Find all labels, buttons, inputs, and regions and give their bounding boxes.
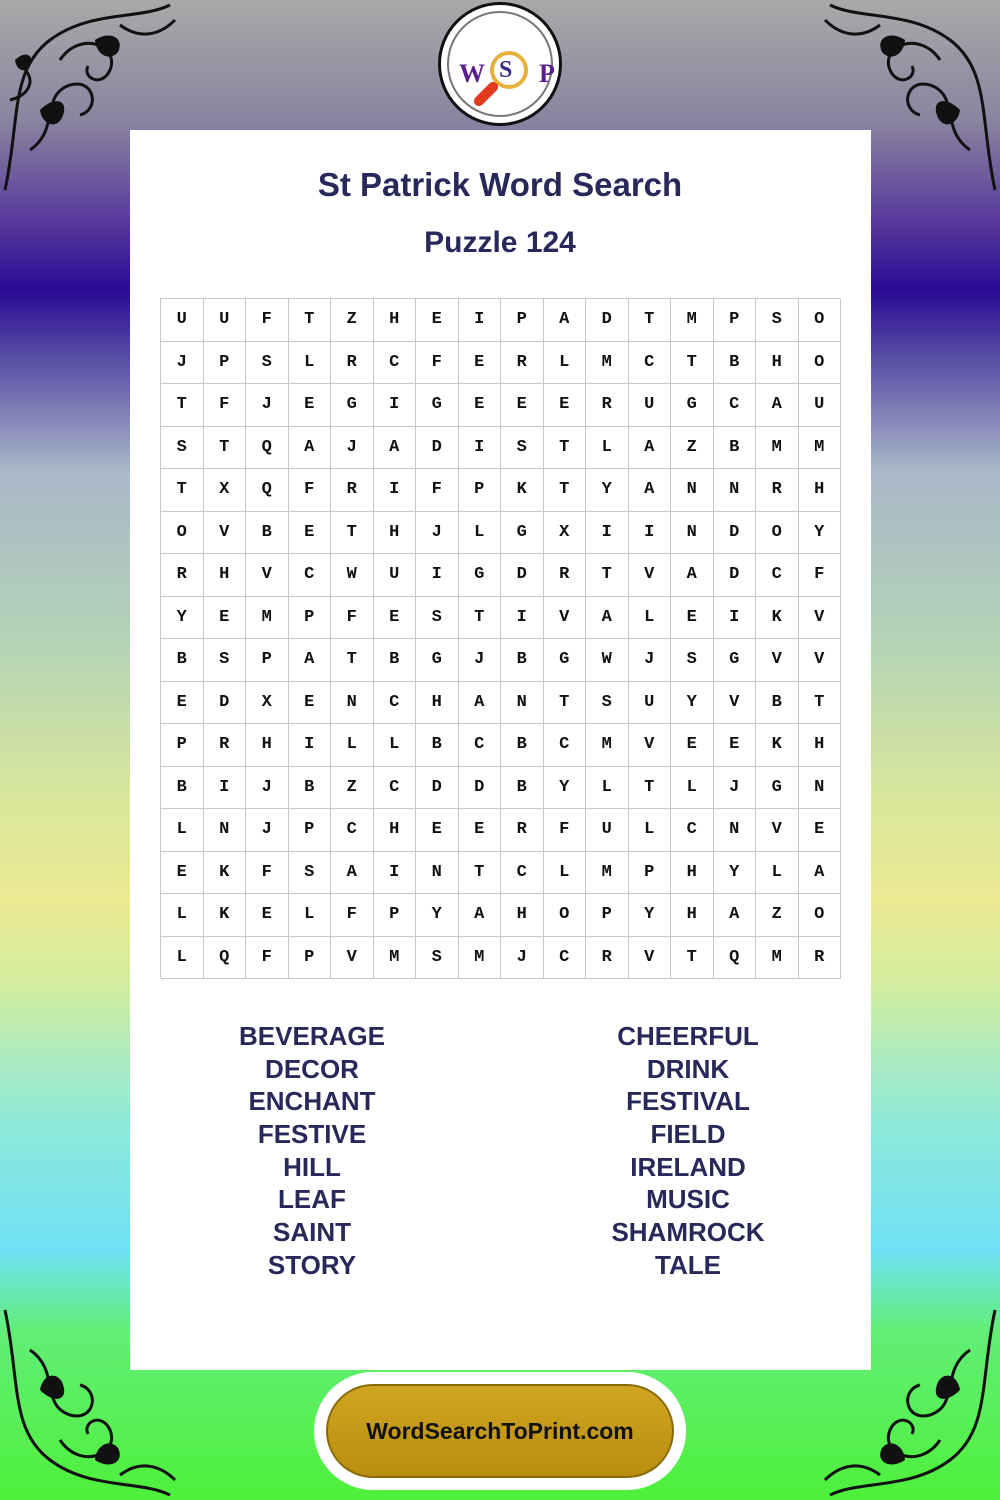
grid-cell[interactable]: L: [161, 937, 204, 980]
logo-letter-p: P: [539, 59, 555, 88]
grid-cell[interactable]: Y: [416, 894, 459, 937]
grid-cell[interactable]: T: [671, 937, 714, 980]
grid-cell[interactable]: E: [289, 512, 332, 555]
word-list-item: DRINK: [646, 1053, 730, 1084]
grid-cell[interactable]: A: [289, 639, 332, 682]
grid-cell[interactable]: B: [501, 724, 544, 767]
grid-cell[interactable]: M: [799, 427, 842, 470]
grid-cell[interactable]: F: [799, 554, 842, 597]
grid-cell[interactable]: M: [586, 724, 629, 767]
grid-cell[interactable]: E: [501, 384, 544, 427]
grid-cell[interactable]: Q: [714, 937, 757, 980]
grid-cell[interactable]: N: [204, 809, 247, 852]
grid-cell[interactable]: V: [629, 937, 672, 980]
word-list-item: CHEERFUL: [617, 1021, 759, 1051]
grid-cell[interactable]: M: [671, 299, 714, 342]
grid-cell[interactable]: J: [459, 639, 502, 682]
grid-cell[interactable]: C: [544, 937, 587, 980]
grid-cell[interactable]: V: [756, 639, 799, 682]
grid-cell[interactable]: Z: [331, 767, 374, 810]
grid-cell[interactable]: R: [161, 554, 204, 597]
grid-cell[interactable]: F: [246, 937, 289, 980]
word-list-item: STORY: [267, 1249, 357, 1280]
grid-cell[interactable]: F: [246, 299, 289, 342]
word-list-item: FIELD: [650, 1119, 726, 1150]
word-list-item: TALE: [655, 1249, 721, 1280]
grid-cell[interactable]: D: [586, 299, 629, 342]
wsp-logo[interactable]: [438, 2, 562, 126]
grid-cell[interactable]: M: [374, 937, 417, 980]
grid-cell[interactable]: E: [544, 384, 587, 427]
grid-cell[interactable]: T: [544, 469, 587, 512]
grid-cell[interactable]: R: [501, 809, 544, 852]
grid-cell[interactable]: B: [714, 427, 757, 470]
logo-letter-s: S: [499, 57, 513, 83]
grid-cell[interactable]: H: [204, 554, 247, 597]
grid-cell[interactable]: I: [374, 384, 417, 427]
grid-cell[interactable]: C: [544, 724, 587, 767]
grid-cell[interactable]: E: [671, 724, 714, 767]
grid-cell[interactable]: V: [756, 809, 799, 852]
grid-cell[interactable]: E: [459, 342, 502, 385]
grid-cell[interactable]: B: [246, 512, 289, 555]
grid-cell[interactable]: B: [756, 682, 799, 725]
grid-cell[interactable]: H: [374, 809, 417, 852]
grid-cell[interactable]: Q: [204, 937, 247, 980]
grid-cell[interactable]: A: [459, 682, 502, 725]
grid-cell[interactable]: R: [501, 342, 544, 385]
grid-cell[interactable]: G: [416, 384, 459, 427]
grid-cell[interactable]: C: [671, 809, 714, 852]
grid-cell[interactable]: H: [501, 894, 544, 937]
grid-cell[interactable]: D: [416, 767, 459, 810]
grid-cell[interactable]: P: [629, 852, 672, 895]
grid-cell[interactable]: S: [289, 852, 332, 895]
grid-cell[interactable]: C: [374, 767, 417, 810]
grid-cell[interactable]: J: [714, 767, 757, 810]
grid-cell[interactable]: U: [204, 299, 247, 342]
grid-cell[interactable]: T: [331, 512, 374, 555]
grid-cell[interactable]: J: [331, 427, 374, 470]
grid-cell[interactable]: C: [714, 384, 757, 427]
grid-cell[interactable]: V: [204, 512, 247, 555]
grid-cell[interactable]: V: [714, 682, 757, 725]
grid-cell[interactable]: T: [161, 384, 204, 427]
grid-cell[interactable]: R: [331, 342, 374, 385]
letter-grid: [160, 298, 840, 978]
grid-cell[interactable]: A: [799, 852, 842, 895]
grid-cell[interactable]: B: [501, 639, 544, 682]
word-list-item: LEAF: [278, 1184, 346, 1215]
grid-cell[interactable]: Z: [756, 894, 799, 937]
grid-cell[interactable]: I: [459, 299, 502, 342]
grid-cell[interactable]: O: [544, 894, 587, 937]
grid-cell[interactable]: T: [331, 639, 374, 682]
grid-cell[interactable]: L: [374, 724, 417, 767]
grid-cell[interactable]: P: [246, 639, 289, 682]
grid-cell[interactable]: A: [544, 299, 587, 342]
grid-cell[interactable]: G: [756, 767, 799, 810]
grid-cell[interactable]: J: [416, 512, 459, 555]
grid-cell[interactable]: D: [416, 427, 459, 470]
grid-cell[interactable]: L: [586, 767, 629, 810]
grid-cell[interactable]: C: [629, 342, 672, 385]
grid-cell[interactable]: F: [246, 852, 289, 895]
grid-cell[interactable]: L: [629, 597, 672, 640]
grid-cell[interactable]: I: [501, 597, 544, 640]
grid-cell[interactable]: N: [799, 767, 842, 810]
grid-cell[interactable]: E: [416, 809, 459, 852]
grid-cell[interactable]: M: [756, 937, 799, 980]
grid-cell[interactable]: C: [289, 554, 332, 597]
word-list-right: [538, 1020, 838, 1282]
grid-cell[interactable]: N: [671, 469, 714, 512]
puzzle-number: Puzzle 124: [424, 226, 576, 259]
grid-cell[interactable]: M: [246, 597, 289, 640]
grid-cell[interactable]: O: [799, 342, 842, 385]
grid-cell[interactable]: O: [799, 894, 842, 937]
grid-cell[interactable]: T: [629, 299, 672, 342]
word-list-item: DECOR: [265, 1053, 359, 1084]
grid-cell[interactable]: U: [586, 809, 629, 852]
grid-cell[interactable]: L: [586, 427, 629, 470]
grid-cell[interactable]: U: [799, 384, 842, 427]
grid-cell[interactable]: E: [671, 597, 714, 640]
grid-cell[interactable]: K: [204, 894, 247, 937]
word-list-item: MUSIC: [646, 1184, 730, 1215]
grid-cell[interactable]: H: [416, 682, 459, 725]
page-title: St Patrick Word Search: [317, 166, 683, 203]
grid-cell[interactable]: L: [756, 852, 799, 895]
grid-cell[interactable]: L: [289, 342, 332, 385]
grid-cell[interactable]: C: [331, 809, 374, 852]
grid-cell[interactable]: F: [544, 809, 587, 852]
grid-cell[interactable]: T: [204, 427, 247, 470]
grid-cell[interactable]: C: [374, 342, 417, 385]
grid-cell[interactable]: L: [629, 809, 672, 852]
grid-cell[interactable]: R: [586, 384, 629, 427]
grid-cell[interactable]: L: [289, 894, 332, 937]
grid-cell[interactable]: P: [459, 469, 502, 512]
grid-cell[interactable]: D: [501, 554, 544, 597]
grid-cell[interactable]: O: [799, 299, 842, 342]
word-list-item: IRELAND: [630, 1151, 746, 1182]
grid-cell[interactable]: Y: [629, 894, 672, 937]
grid-cell[interactable]: T: [544, 682, 587, 725]
grid-cell[interactable]: S: [246, 342, 289, 385]
grid-cell[interactable]: S: [416, 597, 459, 640]
grid-cell[interactable]: T: [289, 299, 332, 342]
grid-cell[interactable]: T: [629, 767, 672, 810]
grid-cell[interactable]: R: [544, 554, 587, 597]
grid-cell[interactable]: X: [544, 512, 587, 555]
grid-cell[interactable]: C: [459, 724, 502, 767]
grid-cell[interactable]: F: [416, 469, 459, 512]
grid-cell[interactable]: M: [756, 427, 799, 470]
grid-cell[interactable]: Z: [671, 427, 714, 470]
grid-cell[interactable]: E: [416, 299, 459, 342]
grid-cell[interactable]: F: [204, 384, 247, 427]
grid-cell[interactable]: T: [459, 852, 502, 895]
grid-cell[interactable]: I: [714, 597, 757, 640]
grid-cell[interactable]: A: [714, 894, 757, 937]
grid-cell[interactable]: B: [374, 639, 417, 682]
grid-cell[interactable]: I: [374, 469, 417, 512]
grid-cell[interactable]: S: [756, 299, 799, 342]
grid-cell[interactable]: J: [246, 809, 289, 852]
grid-cell[interactable]: K: [756, 597, 799, 640]
grid-cell[interactable]: K: [756, 724, 799, 767]
grid-cell[interactable]: R: [799, 937, 842, 980]
grid-cell[interactable]: C: [374, 682, 417, 725]
grid-cell[interactable]: I: [289, 724, 332, 767]
grid-cell[interactable]: U: [629, 682, 672, 725]
grid-cell[interactable]: B: [714, 342, 757, 385]
grid-cell[interactable]: H: [246, 724, 289, 767]
grid-cell[interactable]: J: [501, 937, 544, 980]
grid-cell[interactable]: T: [586, 554, 629, 597]
grid-cell[interactable]: T: [161, 469, 204, 512]
word-list-item: SHAMROCK: [611, 1217, 765, 1248]
grid-cell[interactable]: S: [501, 427, 544, 470]
grid-cell[interactable]: E: [714, 724, 757, 767]
grid-cell[interactable]: L: [161, 809, 204, 852]
grid-cell[interactable]: G: [459, 554, 502, 597]
grid-cell[interactable]: M: [586, 342, 629, 385]
grid-cell[interactable]: A: [374, 427, 417, 470]
footer-badge: [314, 1372, 686, 1490]
grid-cell[interactable]: T: [799, 682, 842, 725]
grid-cell[interactable]: Y: [671, 682, 714, 725]
grid-cell[interactable]: J: [161, 342, 204, 385]
grid-cell[interactable]: F: [289, 469, 332, 512]
grid-cell[interactable]: L: [459, 512, 502, 555]
grid-cell[interactable]: S: [161, 427, 204, 470]
grid-cell[interactable]: O: [756, 512, 799, 555]
grid-cell[interactable]: I: [204, 767, 247, 810]
grid-cell[interactable]: M: [459, 937, 502, 980]
grid-cell[interactable]: W: [586, 639, 629, 682]
grid-cell[interactable]: L: [544, 852, 587, 895]
grid-cell[interactable]: C: [756, 554, 799, 597]
grid-cell[interactable]: V: [331, 937, 374, 980]
grid-cell[interactable]: A: [289, 427, 332, 470]
word-list-item: SAINT: [273, 1217, 351, 1248]
grid-cell[interactable]: D: [459, 767, 502, 810]
grid-cell[interactable]: G: [331, 384, 374, 427]
word-list-item: BEVERAGE: [239, 1021, 385, 1051]
grid-cell[interactable]: V: [799, 639, 842, 682]
grid-cell[interactable]: H: [799, 469, 842, 512]
grid-cell[interactable]: Q: [246, 427, 289, 470]
grid-cell[interactable]: C: [501, 852, 544, 895]
grid-cell[interactable]: Y: [586, 469, 629, 512]
grid-cell[interactable]: H: [756, 342, 799, 385]
grid-cell[interactable]: U: [374, 554, 417, 597]
grid-cell[interactable]: I: [586, 512, 629, 555]
grid-cell[interactable]: O: [161, 512, 204, 555]
grid-cell[interactable]: H: [374, 299, 417, 342]
grid-cell[interactable]: D: [204, 682, 247, 725]
grid-cell[interactable]: U: [629, 384, 672, 427]
grid-cell[interactable]: Y: [799, 512, 842, 555]
grid-cell[interactable]: I: [416, 554, 459, 597]
grid-cell[interactable]: N: [331, 682, 374, 725]
magnifier-logo-icon: [447, 11, 553, 117]
grid-cell[interactable]: P: [374, 894, 417, 937]
grid-cell[interactable]: L: [544, 342, 587, 385]
grid-cell[interactable]: X: [204, 469, 247, 512]
grid-cell[interactable]: G: [544, 639, 587, 682]
grid-cell[interactable]: N: [714, 469, 757, 512]
grid-cell[interactable]: F: [331, 894, 374, 937]
grid-cell[interactable]: G: [416, 639, 459, 682]
grid-cell[interactable]: B: [501, 767, 544, 810]
grid-cell[interactable]: E: [161, 852, 204, 895]
grid-cell[interactable]: R: [204, 724, 247, 767]
grid-cell[interactable]: E: [374, 597, 417, 640]
grid-cell[interactable]: J: [246, 384, 289, 427]
grid-cell[interactable]: H: [799, 724, 842, 767]
website-link-button[interactable]: WordSearchToPrint.com: [326, 1384, 674, 1478]
grid-cell[interactable]: A: [629, 427, 672, 470]
grid-cell[interactable]: V: [246, 554, 289, 597]
grid-cell[interactable]: E: [246, 894, 289, 937]
grid-cell[interactable]: J: [246, 767, 289, 810]
grid-cell[interactable]: A: [331, 852, 374, 895]
grid-cell[interactable]: N: [714, 809, 757, 852]
grid-cell[interactable]: U: [161, 299, 204, 342]
grid-cell[interactable]: I: [459, 427, 502, 470]
grid-cell[interactable]: K: [501, 469, 544, 512]
grid-cell[interactable]: N: [671, 512, 714, 555]
grid-cell[interactable]: M: [586, 852, 629, 895]
grid-cell[interactable]: N: [501, 682, 544, 725]
grid-cell[interactable]: G: [501, 512, 544, 555]
grid-cell[interactable]: X: [246, 682, 289, 725]
grid-cell[interactable]: B: [161, 639, 204, 682]
grid-cell[interactable]: F: [416, 342, 459, 385]
grid-cell[interactable]: S: [671, 639, 714, 682]
grid-cell[interactable]: Z: [331, 299, 374, 342]
grid-cell[interactable]: A: [671, 554, 714, 597]
grid-cell[interactable]: A: [629, 469, 672, 512]
grid-cell[interactable]: B: [289, 767, 332, 810]
grid-cell[interactable]: S: [416, 937, 459, 980]
grid-cell[interactable]: G: [671, 384, 714, 427]
grid-cell[interactable]: A: [459, 894, 502, 937]
grid-cell[interactable]: G: [714, 639, 757, 682]
grid-cell[interactable]: R: [586, 937, 629, 980]
grid-cell[interactable]: H: [671, 894, 714, 937]
grid-cell[interactable]: I: [629, 512, 672, 555]
word-list-item: ENCHANT: [248, 1086, 376, 1117]
grid-cell[interactable]: T: [671, 342, 714, 385]
grid-cell[interactable]: J: [629, 639, 672, 682]
grid-cell[interactable]: E: [459, 809, 502, 852]
grid-cell[interactable]: P: [289, 809, 332, 852]
grid-cell[interactable]: P: [161, 724, 204, 767]
grid-cell[interactable]: A: [586, 597, 629, 640]
grid-cell[interactable]: Y: [714, 852, 757, 895]
grid-cell[interactable]: Q: [246, 469, 289, 512]
word-list-item: FESTIVE: [257, 1119, 367, 1150]
grid-cell[interactable]: W: [331, 554, 374, 597]
grid-cell[interactable]: T: [544, 427, 587, 470]
grid-cell[interactable]: P: [501, 299, 544, 342]
grid-cell[interactable]: E: [799, 809, 842, 852]
grid-cell[interactable]: V: [544, 597, 587, 640]
grid-cell[interactable]: H: [671, 852, 714, 895]
grid-cell[interactable]: B: [416, 724, 459, 767]
grid-cell[interactable]: Y: [161, 597, 204, 640]
grid-cell[interactable]: Y: [544, 767, 587, 810]
grid-cell[interactable]: N: [416, 852, 459, 895]
grid-cell[interactable]: E: [289, 682, 332, 725]
grid-cell[interactable]: L: [671, 767, 714, 810]
word-list-item: FESTIVAL: [626, 1086, 750, 1117]
grid-cell[interactable]: F: [331, 597, 374, 640]
grid-cell[interactable]: E: [204, 597, 247, 640]
grid-cell[interactable]: S: [204, 639, 247, 682]
logo-letter-w: W: [459, 59, 485, 88]
grid-cell[interactable]: V: [629, 554, 672, 597]
grid-cell[interactable]: E: [459, 384, 502, 427]
grid-cell[interactable]: E: [289, 384, 332, 427]
grid-cell[interactable]: D: [714, 512, 757, 555]
word-list-left: [162, 1020, 462, 1282]
grid-cell[interactable]: P: [586, 894, 629, 937]
grid-cell[interactable]: H: [374, 512, 417, 555]
grid-cell[interactable]: E: [161, 682, 204, 725]
grid-cell[interactable]: L: [161, 894, 204, 937]
grid-cell[interactable]: P: [204, 342, 247, 385]
grid-cell[interactable]: K: [204, 852, 247, 895]
grid-cell[interactable]: V: [799, 597, 842, 640]
grid-cell[interactable]: A: [756, 384, 799, 427]
grid-cell[interactable]: I: [374, 852, 417, 895]
grid-cell[interactable]: L: [331, 724, 374, 767]
grid-cell[interactable]: R: [331, 469, 374, 512]
word-list-item: HILL: [283, 1151, 341, 1182]
grid-cell[interactable]: S: [586, 682, 629, 725]
grid-cell[interactable]: T: [459, 597, 502, 640]
grid-cell[interactable]: R: [756, 469, 799, 512]
grid-cell[interactable]: D: [714, 554, 757, 597]
grid-cell[interactable]: B: [161, 767, 204, 810]
grid-cell[interactable]: V: [629, 724, 672, 767]
grid-cell[interactable]: P: [289, 937, 332, 980]
grid-cell[interactable]: P: [289, 597, 332, 640]
grid-cell[interactable]: P: [714, 299, 757, 342]
